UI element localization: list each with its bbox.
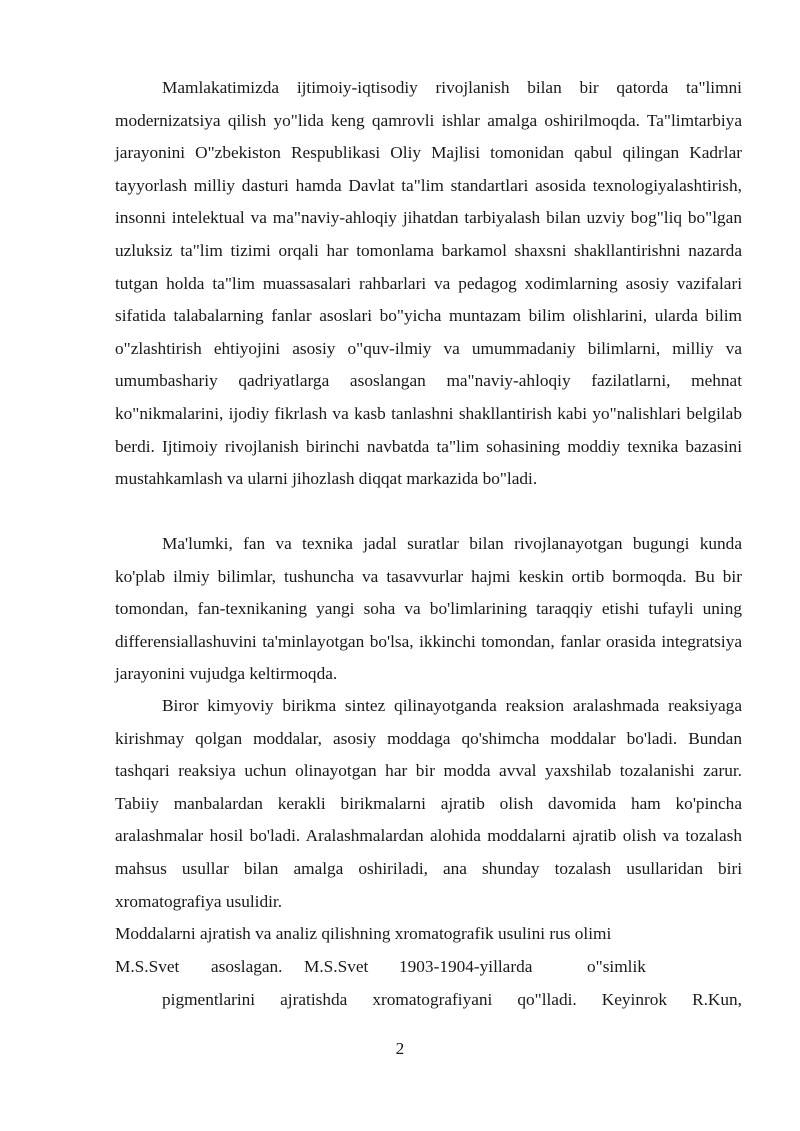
page-number: 2 (395, 1039, 405, 1058)
paragraph-chemical-mixtures: Biror kimyoviy birikma sintez qilinayotganda reaksion aralashmada reaksiyaga kirishmay qolgan moddalar, asosiy moddaga qo'shimcha moddalar bo'ladi. Bundan tashqari reaksiya uchun olinayotgan har bir modda avval yaxshilab tozalanishi zarur. Tabiiy manbalardan kerakli birikmalarni ajratib olish davomida ham ko'pincha aralashmalar hosil bo'ladi. Aralashmalardan alohida moddalarni ajratib olish va tozalash mahsus usullar bilan amalga oshiriladi, ana shunday tozalash usullaridan biri xromatografiya usulidir. (115, 696, 742, 911)
line-word: 1903-1904-yillarda (399, 957, 533, 976)
line-word: o"simlik (587, 957, 646, 976)
paragraph-education-reform: Mamlakatimizda ijtimoiy-iqtisodiy rivojlanish bilan bir qatorda ta"limni modernizatsiya qilish yo"lida keng qamrovli ishlar amalga oshirilmoqda. Ta"limtarbiya jarayonini O"zbekiston Respublikasi Oliy Majlisi tomonidan qabul qilingan Kadrlar tayyorlash milliy dasturi hamda Davlat ta"lim standartlari asosida texnologiyalashtirish, insonni intelektual va ma"naviy-ahloqiy jihatdan tarbiyalash bilan uzviy bog"liq bo"lgan uzluksiz ta"lim tizimi orqali har tomonlama barkamol shaxsni shakllantirishni nazarda tutgan holda ta"lim muassasalari rahbarlari va pedagog xodimlarning asosiy vazifalari sifatida talabalarning fanlar asoslari bo"yicha muntazam bilim olishlarini, ularda bilim o"zlashtirish ehtiyojini asosiy o"quv-ilmiy va umummadaniy bilimlarni, milliy va umumbashariy qadriyatlarga asoslangan ma"naviy-ahloqiy fazilatlarni, mehnat ko"nikmalarini, ijodiy fikrlash va kasb tanlashni shakllantirish kabi yo"nalishlari belgilab berdi. Ijtimoiy rivojlanish birinchi navbatda ta"lim sohasining moddiy texnika bazasini mustahkamlash va ularni jihozlash diqqat markazida bo"ladi. (115, 78, 742, 489)
chromatography-intro-line: Moddalarni ajratish va analiz qilishning xromatografik usulini rus olimi (115, 924, 612, 943)
line-word: asoslagan. (211, 957, 283, 976)
line-word: M.S.Svet (304, 957, 369, 976)
chromatography-pigments-line: pigmentlarini ajratishda xromatografiyani qo"lladi. Keyinrok R.Kun, (162, 990, 742, 1009)
line-word: M.S.Svet (115, 957, 180, 976)
paragraph-science-development: Ma'lumki, fan va texnika jadal suratlar bilan rivojlanayotgan bugungi kunda ko'plab ilmiy bilimlar, tushuncha va tasavvurlar hajmi keskin ortib bormoqda. Bu bir tomondan, fan-texnikaning yangi soha va bo'limlarining taraqqiy etishi tufayli uning differensiallashuvini ta'minlayotgan bo'lsa, ikkinchi tomondan, fanlar orasida integratsiya jarayonini vujudga keltirmoqda. (115, 534, 742, 684)
